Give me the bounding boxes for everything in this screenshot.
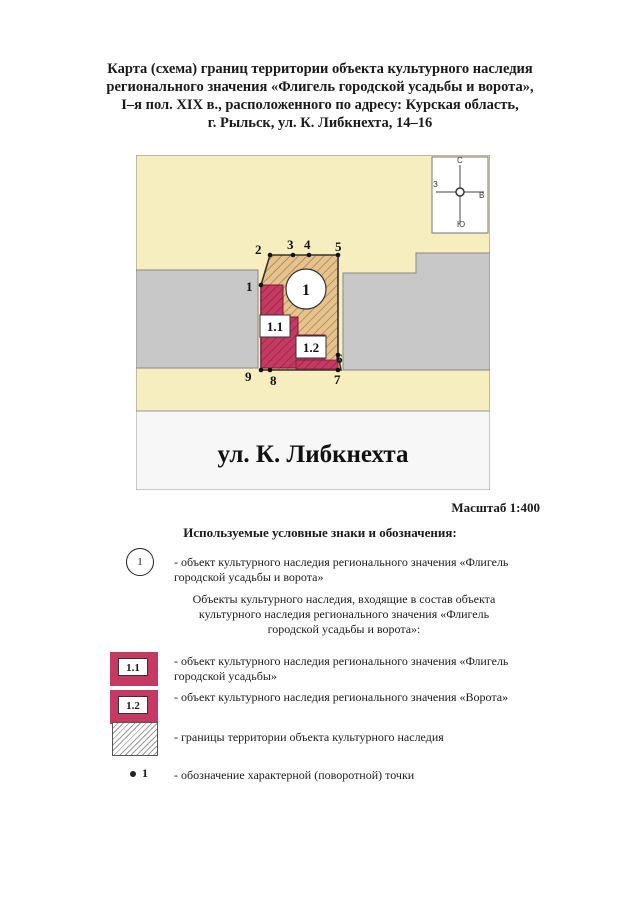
legend-circle-text: - объект культурного наследия регионального значения «Флигель городской усадьбы и ворота» — [174, 555, 509, 584]
legend-point-number: 1 — [142, 766, 148, 780]
label-1-2: 1.2 — [302, 340, 320, 355]
point-dot-8 — [268, 368, 273, 373]
legend-item-1-2-text: - объект культурного наследия регионального значения «Ворота» — [174, 690, 509, 704]
building-left — [136, 270, 258, 368]
legend-title: Используемые условные знаки и обозначения: — [183, 525, 457, 540]
legend-composition-text: Объекты культурного наследия, входящие в состав объекта культурного наследия регионального значения «Флигель городской усадьбы и ворота»: — [192, 592, 496, 636]
legend-box-1-1 — [110, 652, 158, 686]
point-dot-3 — [291, 253, 296, 258]
legend-item-1-1-text: - объект культурного наследия регионального значения «Флигель городской усадьбы» — [174, 654, 509, 683]
point-label-8: 8 — [270, 373, 277, 388]
legend-point-symbol — [130, 766, 148, 781]
title-line-3: I–я пол. XIX в., расположенного по адресу: Курская область, — [121, 97, 519, 113]
legend-box-1-2-label: 1.2 — [118, 696, 148, 714]
point-label-7: 7 — [334, 372, 341, 387]
compass-south: Ю — [457, 220, 466, 229]
point-label-3: 3 — [287, 237, 294, 252]
legend-hatch-text: - границы территории объекта культурного наследия — [174, 730, 444, 744]
map-scale: Масштаб 1:400 — [451, 500, 540, 515]
site-map — [136, 155, 490, 490]
title-line-1: Карта (схема) границ территории объекта культурного наследия — [107, 61, 533, 77]
legend-point-dot — [130, 771, 136, 777]
legend-point-text: - обозначение характерной (поворотной) точки — [174, 768, 415, 782]
point-label-5: 5 — [335, 239, 342, 254]
compass-west: З — [433, 180, 438, 189]
title-line-4: г. Рыльск, ул. К. Либкнехта, 14–16 — [207, 115, 433, 131]
legend-circle-symbol: 1 — [126, 548, 154, 576]
point-dot-9 — [259, 368, 264, 373]
compass-east: В — [479, 191, 485, 200]
point-label-2: 2 — [255, 242, 262, 257]
compass-rose — [432, 156, 488, 233]
street-label: ул. К. Либкнехта — [217, 441, 409, 468]
legend-hatch-symbol — [112, 722, 158, 756]
point-label-4: 4 — [304, 237, 311, 252]
legend-box-1-2 — [110, 690, 158, 724]
compass-north: С — [457, 156, 463, 165]
point-label-1: 1 — [246, 279, 253, 294]
label-1-1: 1.1 — [266, 319, 284, 334]
object-1-2 — [296, 360, 338, 369]
map-title — [80, 60, 560, 132]
point-dot-4 — [307, 253, 312, 258]
point-label-9: 9 — [245, 369, 252, 384]
point-dot-1 — [259, 283, 264, 288]
point-label-6: 6 — [336, 351, 343, 366]
legend-box-1-1-label: 1.1 — [118, 658, 148, 676]
title-line-2: регионального значения «Флигель городской усадьбы и ворота», — [106, 79, 534, 95]
object-circle-label: 1 — [302, 282, 310, 299]
point-dot-2 — [268, 253, 273, 258]
